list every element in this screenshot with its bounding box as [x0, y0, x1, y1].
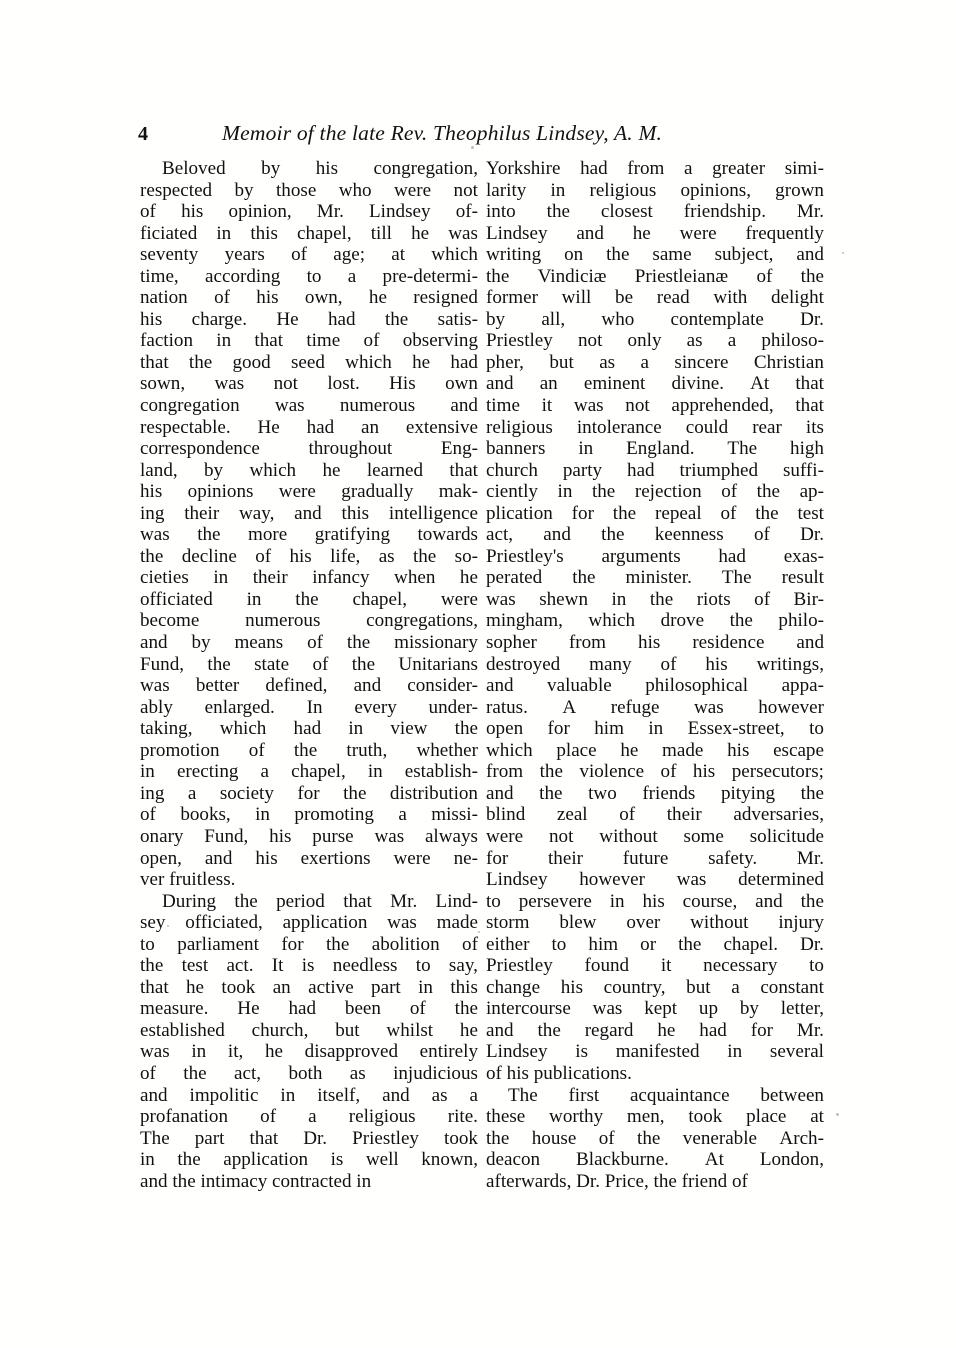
text-line: respected by those who were not — [140, 179, 478, 201]
text-line: former will be read with delight — [486, 287, 824, 309]
text-line: nation of his own, he resigned — [140, 287, 478, 309]
text-line: either to him or the chapel. Dr. — [486, 933, 824, 955]
text-line: his charge. He had the satis- — [140, 308, 478, 330]
text-line: sown, was not lost. His own — [140, 373, 478, 395]
text-line: and impolitic in itself, and as a — [140, 1084, 478, 1106]
running-head — [138, 121, 838, 151]
text-line: for their future safety. Mr. — [486, 847, 824, 869]
text-line: ing their way, and this intelligence — [140, 502, 478, 524]
paragraph — [140, 158, 478, 891]
text-line: time it was not apprehended, that — [486, 395, 824, 417]
text-line: the test act. It is needless to say, — [140, 955, 478, 977]
text-line: Lindsey and he were frequently — [486, 222, 824, 244]
text-line: correspondence throughout Eng- — [140, 438, 478, 460]
paragraph — [140, 891, 478, 1193]
text-line: become numerous congregations, — [140, 610, 478, 632]
text-line: the decline of his life, as the so- — [140, 545, 478, 567]
text-column-left — [140, 158, 478, 1192]
text-line: Beloved by his congregation, — [162, 158, 478, 179]
text-line: sopher from his residence and — [486, 632, 824, 654]
text-line: intercourse was kept up by letter, — [486, 998, 824, 1020]
text-line: promotion of the truth, whether — [140, 739, 478, 761]
text-line: and the two friends pitying the — [486, 782, 824, 804]
text-line: and an eminent divine. At that — [486, 373, 824, 395]
scan-speck — [836, 1113, 839, 1116]
text-line: were not without some solicitude — [486, 825, 824, 847]
text-line: Priestley's arguments had exas- — [486, 545, 824, 567]
text-line: afterwards, Dr. Price, the friend of — [486, 1170, 748, 1192]
text-line: church party had triumphed suffi- — [486, 459, 824, 481]
text-line: sey officiated, application was made — [140, 912, 478, 934]
text-line: and by means of the missionary — [140, 632, 478, 654]
text-line: religious intolerance could rear its — [486, 416, 824, 438]
text-line: ably enlarged. In every under- — [140, 696, 478, 718]
text-line: into the closest friendship. Mr. — [486, 201, 824, 223]
text-line: was better defined, and consider- — [140, 675, 478, 697]
text-line: was in it, he disapproved entirely — [140, 1041, 478, 1063]
text-line: in erecting a chapel, in establish- — [140, 761, 478, 783]
text-line: larity in religious opinions, grown — [486, 179, 824, 201]
text-line: that he took an active part in this — [140, 976, 478, 998]
text-line: act, and the keenness of Dr. — [486, 524, 824, 546]
text-line: ing a society for the distribution — [140, 782, 478, 804]
paragraph — [486, 158, 824, 1085]
text-line: Priestley found it necessary to — [486, 955, 824, 977]
text-line: respectable. He had an extensive — [140, 416, 478, 438]
text-line: cieties in their infancy when he — [140, 567, 478, 589]
text-line: seventy years of age; at which — [140, 244, 478, 266]
text-line: of books, in promoting a missi- — [140, 804, 478, 826]
text-line: blind zeal of their adversaries, — [486, 804, 824, 826]
text-line: writing on the same subject, and — [486, 244, 824, 266]
text-line: The part that Dr. Priestley took — [140, 1127, 478, 1149]
text-line: these worthy men, took place at — [486, 1106, 824, 1128]
text-line: change his country, but a constant — [486, 976, 824, 998]
text-line: During the period that Mr. Lind- — [162, 890, 478, 912]
paragraph-block — [486, 158, 824, 1192]
text-line: measure. He had been of the — [140, 998, 478, 1020]
text-line: Yorkshire had from a greater simi- — [486, 158, 824, 179]
text-line: profanation of a religious rite. — [140, 1106, 478, 1128]
text-line: ratus. A refuge was however — [486, 696, 824, 718]
page-folio-number: 4 — [138, 123, 148, 145]
text-line: which place he made his escape — [486, 739, 824, 761]
text-line: and the regard he had for Mr. — [486, 1019, 824, 1041]
text-line: onary Fund, his purse was always — [140, 825, 478, 847]
text-line: Lindsey however was determined — [486, 869, 824, 891]
text-line: his opinions were gradually mak- — [140, 481, 478, 503]
text-line: to parliament for the abolition of — [140, 933, 478, 955]
text-line: officiated in the chapel, were — [140, 588, 478, 610]
text-line: perated the minister. The result — [486, 567, 824, 589]
text-line: of his publications. — [486, 1062, 632, 1084]
paragraph — [486, 1085, 824, 1193]
text-column-right — [486, 158, 824, 1192]
text-line: Fund, the state of the Unitarians — [140, 653, 478, 675]
text-line: plication for the repeal of the test — [486, 502, 824, 524]
text-line: of the act, both as injudicious — [140, 1062, 478, 1084]
text-line: of his opinion, Mr. Lindsey of- — [140, 201, 478, 223]
text-line: Lindsey is manifested in several — [486, 1041, 824, 1063]
text-line: by all, who contemplate Dr. — [486, 308, 824, 330]
scan-speck — [167, 925, 169, 927]
page-title: Memoir of the late Rev. Theophilus Lindsey, A. M. — [222, 121, 663, 145]
text-line: ciently in the rejection of the ap- — [486, 481, 824, 503]
text-line: and valuable philosophical appa- — [486, 675, 824, 697]
text-line: the house of the venerable Arch- — [486, 1127, 824, 1149]
text-line: from the violence of his persecutors; — [486, 761, 824, 783]
text-line: in the application is well known, — [140, 1149, 478, 1171]
scan-speck — [478, 931, 480, 933]
text-line: The first acquaintance between — [508, 1084, 824, 1106]
text-line: open for him in Essex-street, to — [486, 718, 824, 740]
text-line: the Vindiciæ Priestleianæ of the — [486, 265, 824, 287]
text-line: ver fruitless. — [140, 869, 236, 891]
scan-speck — [471, 146, 474, 149]
paragraph-block — [140, 158, 478, 1192]
text-line: deacon Blackburne. At London, — [486, 1149, 824, 1171]
text-line: pher, but as a sincere Christian — [486, 351, 824, 373]
text-line: faction in that time of observing — [140, 330, 478, 352]
text-line: congregation was numerous and — [140, 395, 478, 417]
text-line: land, by which he learned that — [140, 459, 478, 481]
text-line: banners in England. The high — [486, 438, 824, 460]
text-line: storm blew over without injury — [486, 912, 824, 934]
text-line: and the intimacy contracted in — [140, 1170, 372, 1192]
text-line: time, according to a pre-determi- — [140, 265, 478, 287]
text-line: open, and his exertions were ne- — [140, 847, 478, 869]
text-line: that the good seed which he had — [140, 351, 478, 373]
text-line: ficiated in this chapel, till he was — [140, 222, 478, 244]
scan-speck — [842, 252, 844, 254]
text-line: destroyed many of his writings, — [486, 653, 824, 675]
text-line: established church, but whilst he — [140, 1019, 478, 1041]
text-line: taking, which had in view the — [140, 718, 478, 740]
text-line: was the more gratifying towards — [140, 524, 478, 546]
text-line: to persevere in his course, and the — [486, 890, 824, 912]
text-line: mingham, which drove the philo- — [486, 610, 824, 632]
text-line: Priestley not only as a philoso- — [486, 330, 824, 352]
text-line: was shewn in the riots of Bir- — [486, 588, 824, 610]
